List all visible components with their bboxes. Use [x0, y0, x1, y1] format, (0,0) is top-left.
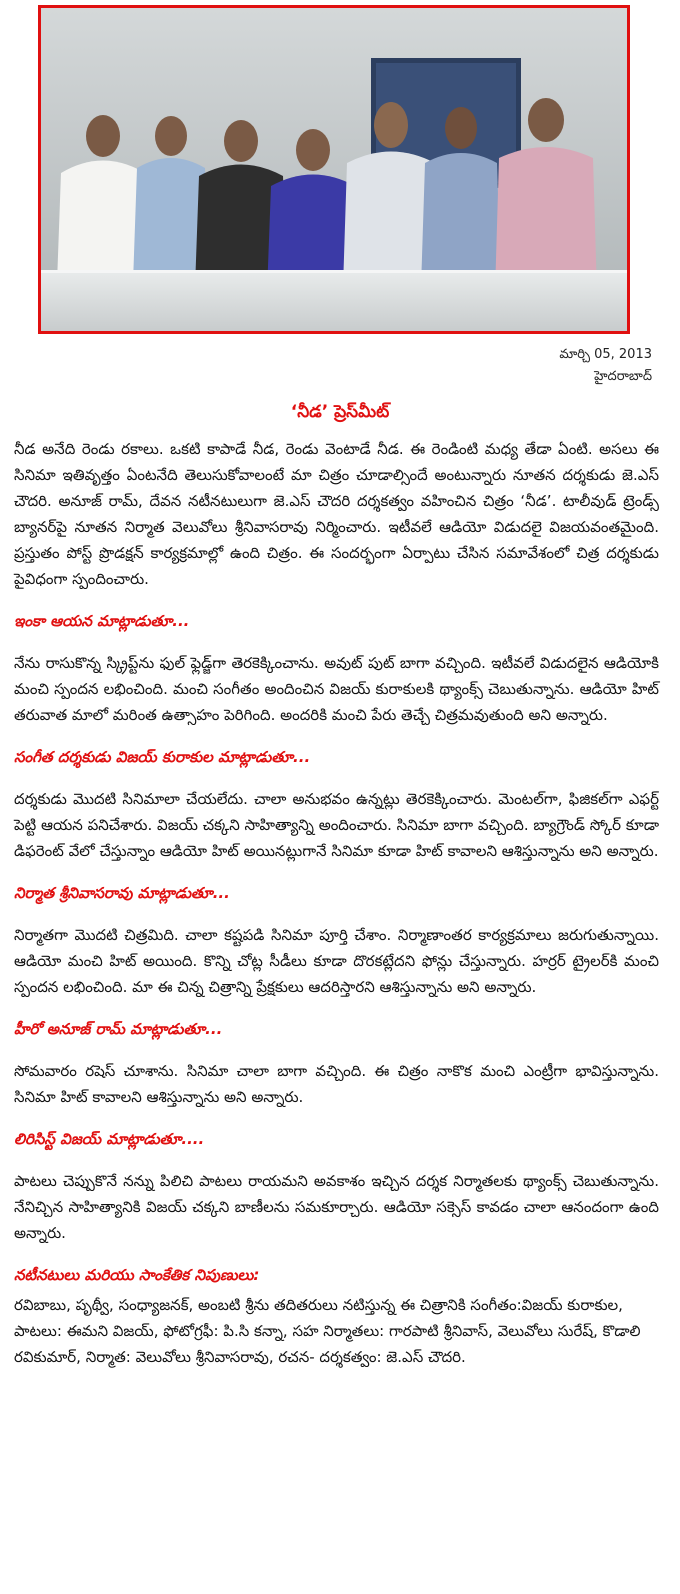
section-heading-hero: హీరో అనూజ్ రామ్ మాట్లాడుతూ... — [14, 1020, 223, 1038]
press-meet-photo — [38, 5, 630, 334]
section-text-music-director: దర్శకుడు మొదటి సినిమాలా చేయలేదు. చాలా అనుభవం ఉన్నట్లు తెరకెక్కించారు. మెంటల్‌గా, ఫిజికల్‌గా ఎఫర్ట్ పెట్టి ఆయన పనిచేశారు. విజయ్ చక్కని సాహిత్యాన్ని అందించారు. సినిమా బాగా వచ్చింది. బ్యాగ్రౌండ్ స్కోర్ కూడా డిఫరెంట్ వేలో చేస్తున్నాం ఆడియో హిట్ అయినట్లుగానే సినిమా కూడా హిట్ కావాలని ఆశిస్తున్నాను అని అన్నారు. — [14, 790, 659, 860]
section-text-lyricist: పాటలు చెప్పుకొనే నన్ను పిలిచి పాటలు రాయమని అవకాశం ఇచ్చిన దర్శక నిర్మాతలకు థ్యాంక్స్ చెబుతున్నాను. నేనిచ్చిన సాహిత్యానికి విజయ్ చక్కని బాణీలను సమకూర్చారు. ఆడియో సక్సెస్ కావడం చాలా ఆనందంగా ఉంది అన్నారు. — [14, 1172, 659, 1242]
credits-text: రవిబాబు, పృథ్వీ, సంధ్యాజనక్, అంబటి శ్రీను తదితరులు నటిస్తున్న ఈ చిత్రానికి సంగీతం:విజయ్ కురాకుల, పాటలు: ఈమని విజయ్, ఫోటోగ్రఫీ: పి.సి కన్నా, సహ నిర్మాతలు: గారపాటి శ్రీనివాస్, వెలువోలు సురేష్, కొడాలి రవికుమార్, నిర్మాత: వెలువోలు శ్రీనివాసరావు, రచన- దర్శకత్వం: జె.ఎస్ చౌదరి. — [14, 1296, 641, 1366]
section-text-producer: నిర్మాతగా మొదటి చిత్రమిది. చాలా కష్టపడి సినిమా పూర్తి చేశాం. నిర్మాణాంతర కార్యక్రమాలు జరుగుతున్నాయి. ఆడియో మంచి హిట్ అయింది. కొన్ని చోట్ల సీడీలు కూడా దొరకట్లేదని ఫోన్లు చేస్తున్నారు. హర్రర్ ట్రైలర్‌కి మంచి స్పందన లభించింది. మా ఈ చిన్న చిత్రాన్ని ప్రేక్షకులు ఆదరిస్తారని ఆశిస్తున్నాను అని అన్నారు. — [14, 926, 659, 996]
section-text-director: నేను రాసుకొన్న స్క్రిప్ట్‌ను ఫుల్ ఫ్లెడ్జ్‌గా తెరకెక్కించాను. అవుట్ పుట్ బాగా వచ్చింది. ఇటీవలే విడుదలైన ఆడియోకి మంచి స్పందన లభించింది. మంచి సంగీతం అందించిన విజయ్ కురాకులకి థ్యాంక్స్ చెబుతున్నాను. ఆడియో హిట్ తరువాత మాలో మరింత ఉత్సాహం పెరిగింది. అందరికి మంచి పేరు తెచ్చే చిత్రమవుతుంది అని అన్నారు. — [14, 654, 659, 724]
article-place: హైదరాబాద్ — [594, 369, 652, 384]
dateline — [559, 344, 652, 388]
article-body — [14, 436, 659, 1370]
article-title: ‘నీడ’ ప్రెస్‌మీట్ — [290, 402, 390, 422]
intro-paragraph: నీడ అనేది రెండు రకాలు. ఒకటి కాపాడే నీడ, రెండు వెంటాడే నీడ. ఈ రెండింటి మధ్య తేడా ఏంటి. అసలు ఈ సినిమా ఇతివృత్తం ఏంటనేది తెలుసుకోవాలంటే మా చిత్రం చూడాల్సిందే అంటున్నారు నూతన దర్శకుడు జె.ఎస్ చౌదరి. అనూజ్ రామ్, దేవన నటీనటులుగా జె.ఎస్ చౌదరి దర్శకత్వం వహించిన చిత్రం ‘నీడ’. టాలీవుడ్ ట్రెండ్స్ బ్యానర్‌పై నూతన నిర్మాత వెలువోలు శ్రీనివాసరావు నిర్మించారు. ఇటీవలే ఆడియో విడుదలై విజయవంతమైంది. ప్రస్తుతం పోస్ట్ ప్రొడక్షన్ కార్యక్రమాల్లో ఉంది చిత్రం. ఈ సందర్భంగా ఏర్పాటు చేసిన సమావేశంలో చిత్ర దర్శకుడు పైవిధంగా స్పందించారు. — [14, 440, 659, 588]
section-heading-music-director: సంగీత దర్శకుడు విజయ్ కురాకుల మాట్లాడుతూ... — [14, 748, 311, 766]
section-heading-lyricist: లిరిసిస్ట్ విజయ్ మాట్లాడుతూ.... — [14, 1130, 205, 1148]
section-heading-director: ఇంకా ఆయన మాట్లాడుతూ... — [14, 612, 190, 630]
article-date: మార్చి 05, 2013 — [559, 347, 652, 362]
credits-heading: నటీనటులు మరియు సాంకేతిక నిపుణులు: — [14, 1266, 260, 1284]
section-heading-producer: నిర్మాత శ్రీనివాసరావు మాట్లాడుతూ... — [14, 884, 230, 902]
group-photo-illustration — [41, 8, 627, 331]
section-text-hero: సోమవారం రషెస్ చూశాను. సినిమా చాలా బాగా వచ్చింది. ఈ చిత్రం నాకొక మంచి ఎంట్రీగా భావిస్తున్నాను. సినిమా హిట్ కావాలని ఆశిస్తున్నాను అని అన్నారు. — [14, 1062, 659, 1106]
